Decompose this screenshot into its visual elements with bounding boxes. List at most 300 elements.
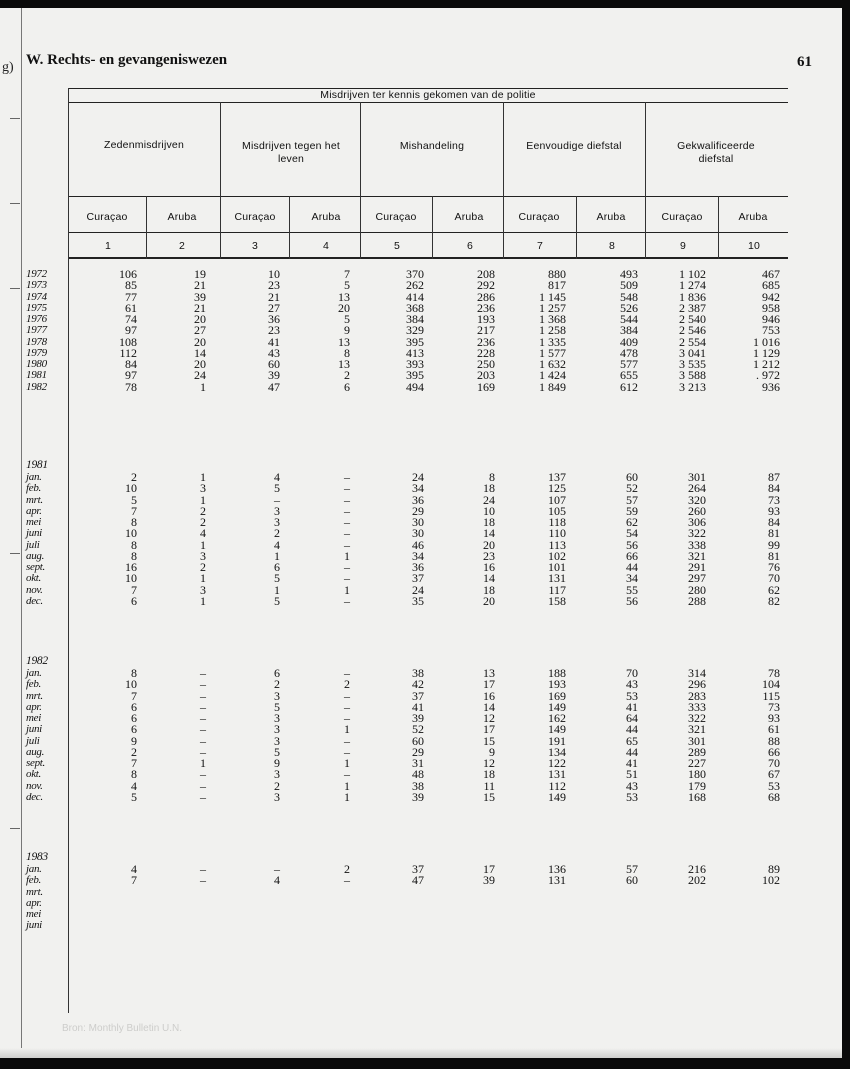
- table-cell: 30: [412, 526, 424, 541]
- table-cell: 53: [768, 778, 780, 793]
- table-cell: 21: [268, 289, 280, 304]
- table-cell: 3 041: [679, 345, 706, 360]
- month-label: nov.: [26, 583, 43, 596]
- table-cell: –: [344, 593, 350, 608]
- table-cell: 89: [768, 862, 780, 876]
- column-number: 9: [679, 240, 687, 252]
- month-label: sept.: [26, 561, 45, 573]
- table-cell: 66: [626, 548, 638, 563]
- month-label: dec.: [26, 790, 43, 803]
- table-cell: 73: [768, 492, 780, 507]
- table-cell: 14: [194, 345, 206, 360]
- table-cell: –: [344, 560, 350, 574]
- table-cell: 115: [762, 688, 780, 703]
- table-cell: 4: [131, 778, 137, 793]
- table-cell: 4: [131, 862, 137, 876]
- group-heading: Gekwalificeerde diefstal: [677, 140, 755, 165]
- table-cell: 39: [412, 711, 424, 725]
- table-cell: 30: [412, 515, 424, 529]
- group-divider: [645, 102, 646, 259]
- year-label: 1983: [26, 851, 48, 863]
- table-cell: 936: [762, 379, 780, 394]
- table-cell: 1 577: [539, 345, 566, 360]
- months-1982: [26, 655, 48, 803]
- column-number: 7: [536, 240, 544, 252]
- table-cell: 1 274: [679, 278, 706, 293]
- table-cell: 36: [412, 560, 424, 574]
- table-cell: 509: [620, 278, 638, 293]
- table-cell: 66: [768, 744, 780, 759]
- table-cell: 8: [131, 548, 137, 563]
- subhead-rule: [68, 232, 788, 233]
- sub-heading: Aruba: [454, 211, 484, 223]
- table-cell: 82: [768, 593, 780, 608]
- table-cell: 110: [548, 526, 566, 541]
- table-cell: 17: [483, 722, 495, 737]
- table-cell: 9: [274, 756, 280, 770]
- table-cell: –: [344, 733, 350, 748]
- table-cell: 70: [626, 666, 638, 680]
- table-title: Misdrijven ter kennis gekomen van de politie: [320, 89, 536, 101]
- table-cell: 131: [548, 873, 566, 888]
- table-cell: 202: [688, 873, 706, 888]
- months-1983: [26, 851, 48, 932]
- table-cell: 301: [688, 733, 706, 748]
- table-cell: 1 145: [539, 289, 566, 304]
- table-cell: 46: [412, 537, 424, 552]
- table-cell: 4: [274, 873, 280, 888]
- table-cell: 296: [688, 677, 706, 692]
- table-cell: 37: [412, 862, 424, 876]
- table-cell: –: [200, 767, 206, 782]
- table-cell: –: [344, 492, 350, 507]
- bleed-through-text: Bron: Monthly Bulletin U.N.: [62, 1023, 183, 1034]
- column-number: 5: [393, 240, 401, 252]
- month-label: okt.: [26, 572, 41, 585]
- table-cell: 6: [274, 560, 280, 574]
- table-cell: 8: [489, 470, 495, 484]
- table-cell: –: [344, 711, 350, 725]
- month-label: apr.: [26, 896, 42, 909]
- table-cell: 12: [483, 711, 495, 725]
- table-cell: 84: [768, 515, 780, 529]
- table-cell: 655: [620, 368, 638, 383]
- table-cell: 314: [688, 666, 706, 680]
- table-cell: –: [200, 733, 206, 748]
- table-cell: 306: [688, 515, 706, 529]
- table-cell: 1: [200, 379, 206, 394]
- table-cell: 946: [762, 312, 780, 326]
- table-cell: 56: [626, 593, 638, 608]
- table-cell: 11: [483, 778, 495, 793]
- group-divider: [503, 102, 504, 259]
- table-cell: 17: [483, 862, 495, 876]
- year-label: 1979: [26, 346, 47, 359]
- table-cell: 1: [200, 492, 206, 507]
- year-label: 1974: [26, 290, 47, 303]
- table-cell: 87: [768, 470, 780, 484]
- table-cell: 368: [406, 300, 424, 315]
- table-cell: 5: [131, 789, 137, 804]
- table-cell: 18: [483, 767, 495, 782]
- table-cell: 1 424: [539, 368, 566, 383]
- table-cell: 41: [412, 699, 424, 714]
- table-cell: 1: [200, 593, 206, 608]
- table-cell: 4: [274, 470, 280, 484]
- sub-divider: [432, 196, 433, 259]
- table-cell: 13: [338, 334, 350, 349]
- table-cell: 289: [688, 744, 706, 759]
- table-cell: 43: [626, 677, 638, 692]
- table-cell: 7: [131, 503, 137, 518]
- table-cell: 1: [344, 582, 350, 597]
- table-cell: 52: [412, 722, 424, 737]
- table-cell: 65: [626, 733, 638, 748]
- year-label: 1977: [26, 324, 47, 337]
- table-cell: 59: [626, 503, 638, 518]
- table-cell: 880: [548, 267, 566, 281]
- year-label: 1981: [26, 369, 47, 382]
- table-cell: 16: [125, 560, 137, 574]
- table-cell: 384: [406, 312, 424, 326]
- year-label: 1981: [26, 459, 48, 471]
- table-cell: –: [344, 470, 350, 484]
- table-cell: 131: [548, 767, 566, 782]
- table-cell: 53: [626, 789, 638, 804]
- table-cell: 36: [268, 312, 280, 326]
- table-cell: 21: [194, 278, 206, 293]
- table-cell: 333: [688, 699, 706, 714]
- sub-divider: [718, 196, 719, 259]
- table-cell: 1 258: [539, 323, 566, 338]
- table-cell: 97: [125, 368, 137, 383]
- table-cell: 18: [483, 582, 495, 597]
- table-cell: 321: [688, 722, 706, 737]
- table-cell: 3: [274, 711, 280, 725]
- month-label: mei: [26, 516, 41, 528]
- table-cell: 3: [274, 767, 280, 782]
- table-cell: 2: [200, 515, 206, 529]
- table-cell: 73: [768, 699, 780, 714]
- table-cell: 23: [268, 278, 280, 293]
- month-label: feb.: [26, 678, 41, 691]
- table-cell: –: [200, 666, 206, 680]
- table-cell: 7: [131, 873, 137, 888]
- table-cell: –: [344, 526, 350, 541]
- table-cell: –: [344, 688, 350, 703]
- table-cell: 57: [626, 492, 638, 507]
- table-cell: 136: [548, 862, 566, 876]
- table-cell: 47: [268, 379, 280, 394]
- table-cell: 60: [626, 873, 638, 888]
- table-cell: 64: [626, 711, 638, 725]
- table-cell: 8: [131, 537, 137, 552]
- table-cell: 20: [194, 357, 206, 371]
- table-cell: 7: [131, 756, 137, 770]
- table-cell: 3: [274, 789, 280, 804]
- spine-tick: [10, 118, 20, 119]
- table-cell: 2: [200, 503, 206, 518]
- table-cell: 4: [200, 526, 206, 541]
- column-number: 2: [178, 240, 186, 252]
- column-number: 3: [251, 240, 259, 252]
- table-cell: 169: [477, 379, 495, 394]
- table-cell: 297: [688, 571, 706, 586]
- table-cell: 6: [131, 699, 137, 714]
- document-page: [0, 8, 842, 1058]
- table-cell: 188: [548, 666, 566, 680]
- table-cell: 548: [620, 289, 638, 304]
- table-cell: 3: [200, 481, 206, 496]
- table-cell: 7: [131, 582, 137, 597]
- table-cell: 264: [688, 481, 706, 496]
- table-cell: 44: [626, 560, 638, 574]
- sub-heading: Aruba: [311, 211, 341, 223]
- table-cell: –: [200, 862, 206, 876]
- table-cell: 1 368: [539, 312, 566, 326]
- table-cell: 41: [626, 699, 638, 714]
- table-cell: 10: [125, 677, 137, 692]
- table-cell: 262: [406, 278, 424, 293]
- month-label: juli: [26, 538, 40, 551]
- table-cell: 1 849: [539, 379, 566, 394]
- header-bottom-rule: [68, 257, 788, 259]
- table-cell: 36: [412, 492, 424, 507]
- table-cell: 1: [200, 470, 206, 484]
- table-cell: 104: [762, 677, 780, 692]
- table-cell: 283: [688, 688, 706, 703]
- table-cell: 577: [620, 357, 638, 371]
- year-label: 1982: [26, 380, 47, 393]
- table-cell: 51: [626, 767, 638, 782]
- table-cell: 203: [477, 368, 495, 383]
- year-label: 1973: [26, 279, 47, 292]
- spine-tick: [10, 203, 20, 204]
- table-cell: 544: [620, 312, 638, 326]
- table-cell: 18: [483, 515, 495, 529]
- table-cell: 6: [274, 666, 280, 680]
- table-cell: 113: [548, 537, 566, 552]
- table-cell: 5: [274, 744, 280, 759]
- table-cell: 102: [762, 873, 780, 888]
- table-cell: 20: [194, 334, 206, 349]
- table-cell: 93: [768, 711, 780, 725]
- table-cell: –: [344, 699, 350, 714]
- table-cell: 2: [274, 677, 280, 692]
- table-cell: 6: [344, 379, 350, 394]
- table-cell: 5: [274, 593, 280, 608]
- table-cell: 20: [338, 300, 350, 315]
- table-cell: 942: [762, 289, 780, 304]
- table-cell: –: [200, 744, 206, 759]
- table-cell: 228: [477, 345, 495, 360]
- table-cell: 78: [125, 379, 137, 394]
- table-cell: 117: [548, 582, 566, 597]
- table-cell: 467: [762, 267, 780, 281]
- table-cell: 179: [688, 778, 706, 793]
- table-cell: 34: [626, 571, 638, 586]
- table-cell: 494: [406, 379, 424, 394]
- sub-heading: Curaçao: [518, 211, 560, 223]
- table-cell: –: [200, 688, 206, 703]
- table-cell: –: [274, 492, 280, 507]
- month-label: juni: [26, 527, 42, 540]
- sub-divider: [576, 196, 577, 259]
- table-cell: 288: [688, 593, 706, 608]
- group-heading: Zedenmisdrijven: [103, 139, 185, 151]
- table-cell: 12: [483, 756, 495, 770]
- table-cell: –: [274, 862, 280, 876]
- table-cell: 2: [200, 560, 206, 574]
- table-cell: 338: [688, 537, 706, 552]
- table-cell: 3 588: [679, 368, 706, 383]
- table-cell: 1 129: [753, 345, 780, 360]
- column-number: 1: [104, 240, 112, 252]
- page-number: 61: [797, 54, 812, 70]
- table-cell: 68: [768, 789, 780, 804]
- table-cell: 44: [626, 744, 638, 759]
- column-number: 4: [322, 240, 330, 252]
- table-cell: 6: [131, 593, 137, 608]
- page-edge-shadow: [0, 1048, 842, 1058]
- table-cell: –: [200, 711, 206, 725]
- table-cell: –: [200, 722, 206, 737]
- table-cell: 1 102: [679, 267, 706, 281]
- month-label: sept.: [26, 757, 45, 769]
- table-cell: 2: [131, 470, 137, 484]
- column-number: 10: [747, 240, 761, 252]
- sub-divider: [289, 196, 290, 259]
- table-left-border: [68, 88, 69, 1013]
- table-cell: 106: [119, 267, 137, 281]
- month-label: dec.: [26, 594, 43, 607]
- table-cell: 180: [688, 767, 706, 782]
- table-cell: 149: [548, 789, 566, 804]
- table-cell: 34: [412, 481, 424, 496]
- group-divider: [220, 102, 221, 259]
- month-label: feb.: [26, 482, 41, 495]
- month-label: mei: [26, 712, 41, 724]
- table-cell: 112: [119, 345, 137, 360]
- sub-heading: Curaçao: [375, 211, 417, 223]
- table-cell: 39: [268, 368, 280, 383]
- table-cell: –: [344, 744, 350, 759]
- table-cell: 301: [688, 470, 706, 484]
- month-label: nov.: [26, 779, 43, 792]
- table-cell: 2 554: [679, 334, 706, 349]
- table-cell: 37: [412, 688, 424, 703]
- column-number: 8: [608, 240, 616, 252]
- table-cell: 37: [412, 571, 424, 586]
- table-cell: 81: [768, 548, 780, 563]
- table-cell: 76: [768, 560, 780, 574]
- table-cell: 321: [688, 548, 706, 563]
- table-cell: 1 632: [539, 357, 566, 371]
- table-cell: 8: [131, 666, 137, 680]
- month-label: mei: [26, 908, 41, 920]
- table-cell: 1 016: [753, 334, 780, 349]
- spine-fragment: g): [2, 60, 14, 75]
- table-cell: 107: [548, 492, 566, 507]
- table-cell: 612: [620, 379, 638, 394]
- table-cell: 236: [477, 334, 495, 349]
- table-cell: 43: [268, 345, 280, 360]
- table-cell: 99: [768, 537, 780, 552]
- table-cell: 19: [194, 267, 206, 281]
- table-cell: 5: [344, 278, 350, 293]
- table-cell: 125: [548, 481, 566, 496]
- table-cell: 1 836: [679, 289, 706, 304]
- table-cell: –: [344, 537, 350, 552]
- table-cell: 280: [688, 582, 706, 597]
- month-label: juli: [26, 734, 40, 747]
- table-cell: 24: [412, 470, 424, 484]
- table-cell: 20: [194, 312, 206, 326]
- table-cell: 118: [548, 515, 566, 529]
- table-cell: –: [344, 666, 350, 680]
- table-cell: 9: [344, 323, 350, 338]
- year-label: 1982: [26, 655, 48, 667]
- table-cell: 817: [548, 278, 566, 293]
- table-cell: 67: [768, 767, 780, 782]
- month-label: aug.: [26, 549, 45, 562]
- table-cell: 191: [548, 733, 566, 748]
- month-label: aug.: [26, 745, 45, 758]
- table-cell: 1: [344, 756, 350, 770]
- year-label: 1976: [26, 313, 47, 325]
- group-heading: Misdrijven tegen het leven: [242, 140, 340, 165]
- column-number: 6: [466, 240, 474, 252]
- table-cell: 409: [620, 334, 638, 349]
- table-cell: 85: [125, 278, 137, 293]
- month-label: jan.: [26, 471, 42, 483]
- table-cell: 34: [412, 548, 424, 563]
- table-cell: 329: [406, 323, 424, 338]
- table-cell: 14: [483, 571, 495, 586]
- table-cell: 70: [768, 571, 780, 586]
- table-cell: 5: [274, 571, 280, 586]
- table-cell: 10: [483, 503, 495, 518]
- table-cell: 62: [626, 515, 638, 529]
- table-cell: –: [344, 767, 350, 782]
- annual-labels: [26, 269, 47, 393]
- table-cell: 384: [620, 323, 638, 338]
- sub-heading: Aruba: [596, 211, 626, 223]
- table-cell: 217: [477, 323, 495, 338]
- table-cell: 149: [548, 699, 566, 714]
- month-label: apr.: [26, 504, 42, 517]
- table-cell: 169: [548, 688, 566, 703]
- table-cell: –: [200, 789, 206, 804]
- year-label: 1980: [26, 358, 47, 370]
- table-cell: 20: [483, 593, 495, 608]
- table-cell: 292: [477, 278, 495, 293]
- table-cell: 1: [200, 756, 206, 770]
- month-label: jan.: [26, 667, 42, 679]
- table-cell: 21: [194, 300, 206, 315]
- table-cell: 322: [688, 526, 706, 541]
- table-cell: 62: [768, 582, 780, 597]
- table-cell: 88: [768, 733, 780, 748]
- table-cell: 56: [626, 537, 638, 552]
- table-cell: 4: [274, 537, 280, 552]
- table-cell: 41: [268, 334, 280, 349]
- table-cell: 227: [688, 756, 706, 770]
- table-cell: 39: [412, 789, 424, 804]
- table-cell: 5: [131, 492, 137, 507]
- table-cell: 14: [483, 526, 495, 541]
- table-cell: 15: [483, 733, 495, 748]
